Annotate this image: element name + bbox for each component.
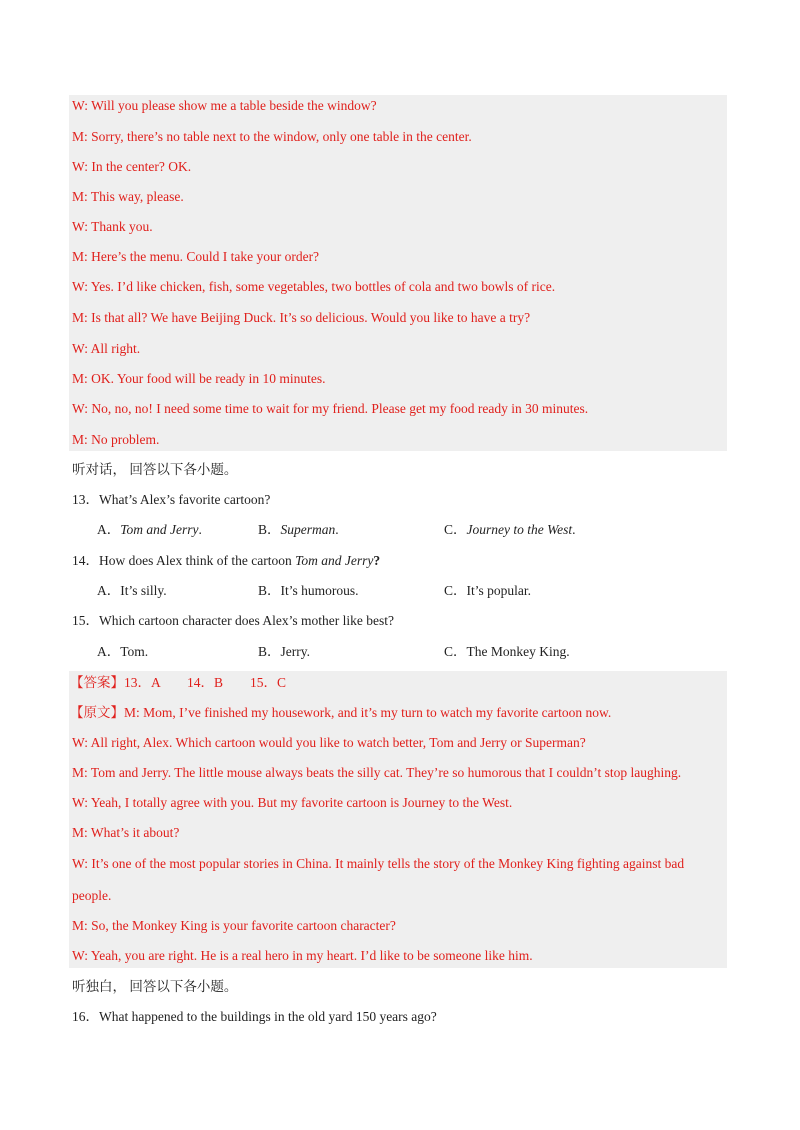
- dialogue-line: M: Here’s the menu. Could I take your order?: [72, 249, 320, 264]
- stem-punct: ?: [373, 553, 381, 568]
- question-13-stem: 13．What’s Alex’s favorite cartoon?: [72, 492, 271, 507]
- transcript-line: W: Yeah, you are right. He is a real hero in my heart. I’d like to be someone like him.: [72, 948, 533, 963]
- question-14-option-b[interactable]: B．It’s humorous.: [258, 583, 359, 598]
- option-punct: .: [198, 522, 202, 537]
- option-label: A．: [97, 522, 121, 537]
- transcript-line: M: Tom and Jerry. The little mouse always beats the silly cat. They’re so humorous that I couldn’t stop laughing.: [72, 765, 682, 780]
- answer-key: 【答案】13．A 14．B 15．C: [70, 675, 287, 690]
- dialogue-line: W: All right.: [72, 341, 141, 356]
- dialogue-line: W: Yes. I’d like chicken, fish, some vegetables, two bottles of cola and two bowls of rice.: [72, 279, 556, 294]
- option-label: C．: [444, 522, 467, 537]
- transcript-line: W: Yeah, I totally agree with you. But my favorite cartoon is Journey to the West.: [72, 795, 513, 810]
- dialogue-line: M: Is that all? We have Beijing Duck. It’s so delicious. Would you like to have a try?: [72, 310, 531, 325]
- option-punct: .: [572, 522, 576, 537]
- question-13-option-a[interactable]: [97, 521, 202, 539]
- option-text: Superman: [280, 522, 336, 537]
- dialogue-line: M: OK. Your food will be ready in 10 minutes.: [72, 371, 326, 386]
- section-instruction: 听对话， 回答以下各小题。: [72, 462, 238, 477]
- dialogue-1-background: [69, 95, 727, 451]
- option-punct: .: [335, 522, 339, 537]
- dialogue-line: M: This way, please.: [72, 189, 184, 204]
- question-13-option-c[interactable]: [444, 521, 576, 539]
- dialogue-line: M: No problem.: [72, 432, 160, 447]
- stem-text: 14．How does Alex think of the cartoon: [72, 553, 296, 568]
- question-14-option-c[interactable]: C．It’s popular.: [444, 583, 531, 598]
- transcript-line: people.: [72, 888, 112, 903]
- dialogue-line: W: No, no, no! I need some time to wait for my friend. Please get my food ready in 30 minutes.: [72, 401, 589, 416]
- option-text: Tom and Jerry: [120, 522, 199, 537]
- dialogue-line: W: Thank you.: [72, 219, 153, 234]
- question-14-stem: [72, 552, 380, 570]
- question-15-option-c[interactable]: C．The Monkey King.: [444, 644, 570, 659]
- transcript-line: W: It’s one of the most popular stories in China. It mainly tells the story of the Monkey King fighting against bad: [72, 856, 685, 871]
- section-instruction: 听独白， 回答以下各小题。: [72, 979, 238, 994]
- dialogue-line: M: Sorry, there’s no table next to the window, only one table in the center.: [72, 129, 472, 144]
- question-15-stem: 15．Which cartoon character does Alex’s mother like best?: [72, 613, 395, 628]
- transcript-line: W: All right, Alex. Which cartoon would you like to watch better, Tom and Jerry or Superman?: [72, 735, 586, 750]
- question-13-option-b[interactable]: [258, 521, 339, 539]
- transcript-line: M: What’s it about?: [72, 825, 180, 840]
- transcript-line: M: So, the Monkey King is your favorite cartoon character?: [72, 918, 396, 933]
- option-text: Journey to the West: [466, 522, 573, 537]
- question-15-option-b[interactable]: B．Jerry.: [258, 644, 310, 659]
- question-15-option-a[interactable]: A．Tom.: [97, 644, 149, 659]
- stem-title: Tom and Jerry: [295, 553, 374, 568]
- transcript-line: 【原文】M: Mom, I’ve finished my housework, and it’s my turn to watch my favorite cartoon now.: [70, 705, 612, 720]
- dialogue-line: W: In the center? OK.: [72, 159, 192, 174]
- question-14-option-a[interactable]: A．It’s silly.: [97, 583, 167, 598]
- question-16-stem: 16．What happened to the buildings in the old yard 150 years ago?: [72, 1009, 437, 1024]
- dialogue-line: W: Will you please show me a table beside the window?: [72, 98, 377, 113]
- option-label: B．: [258, 522, 281, 537]
